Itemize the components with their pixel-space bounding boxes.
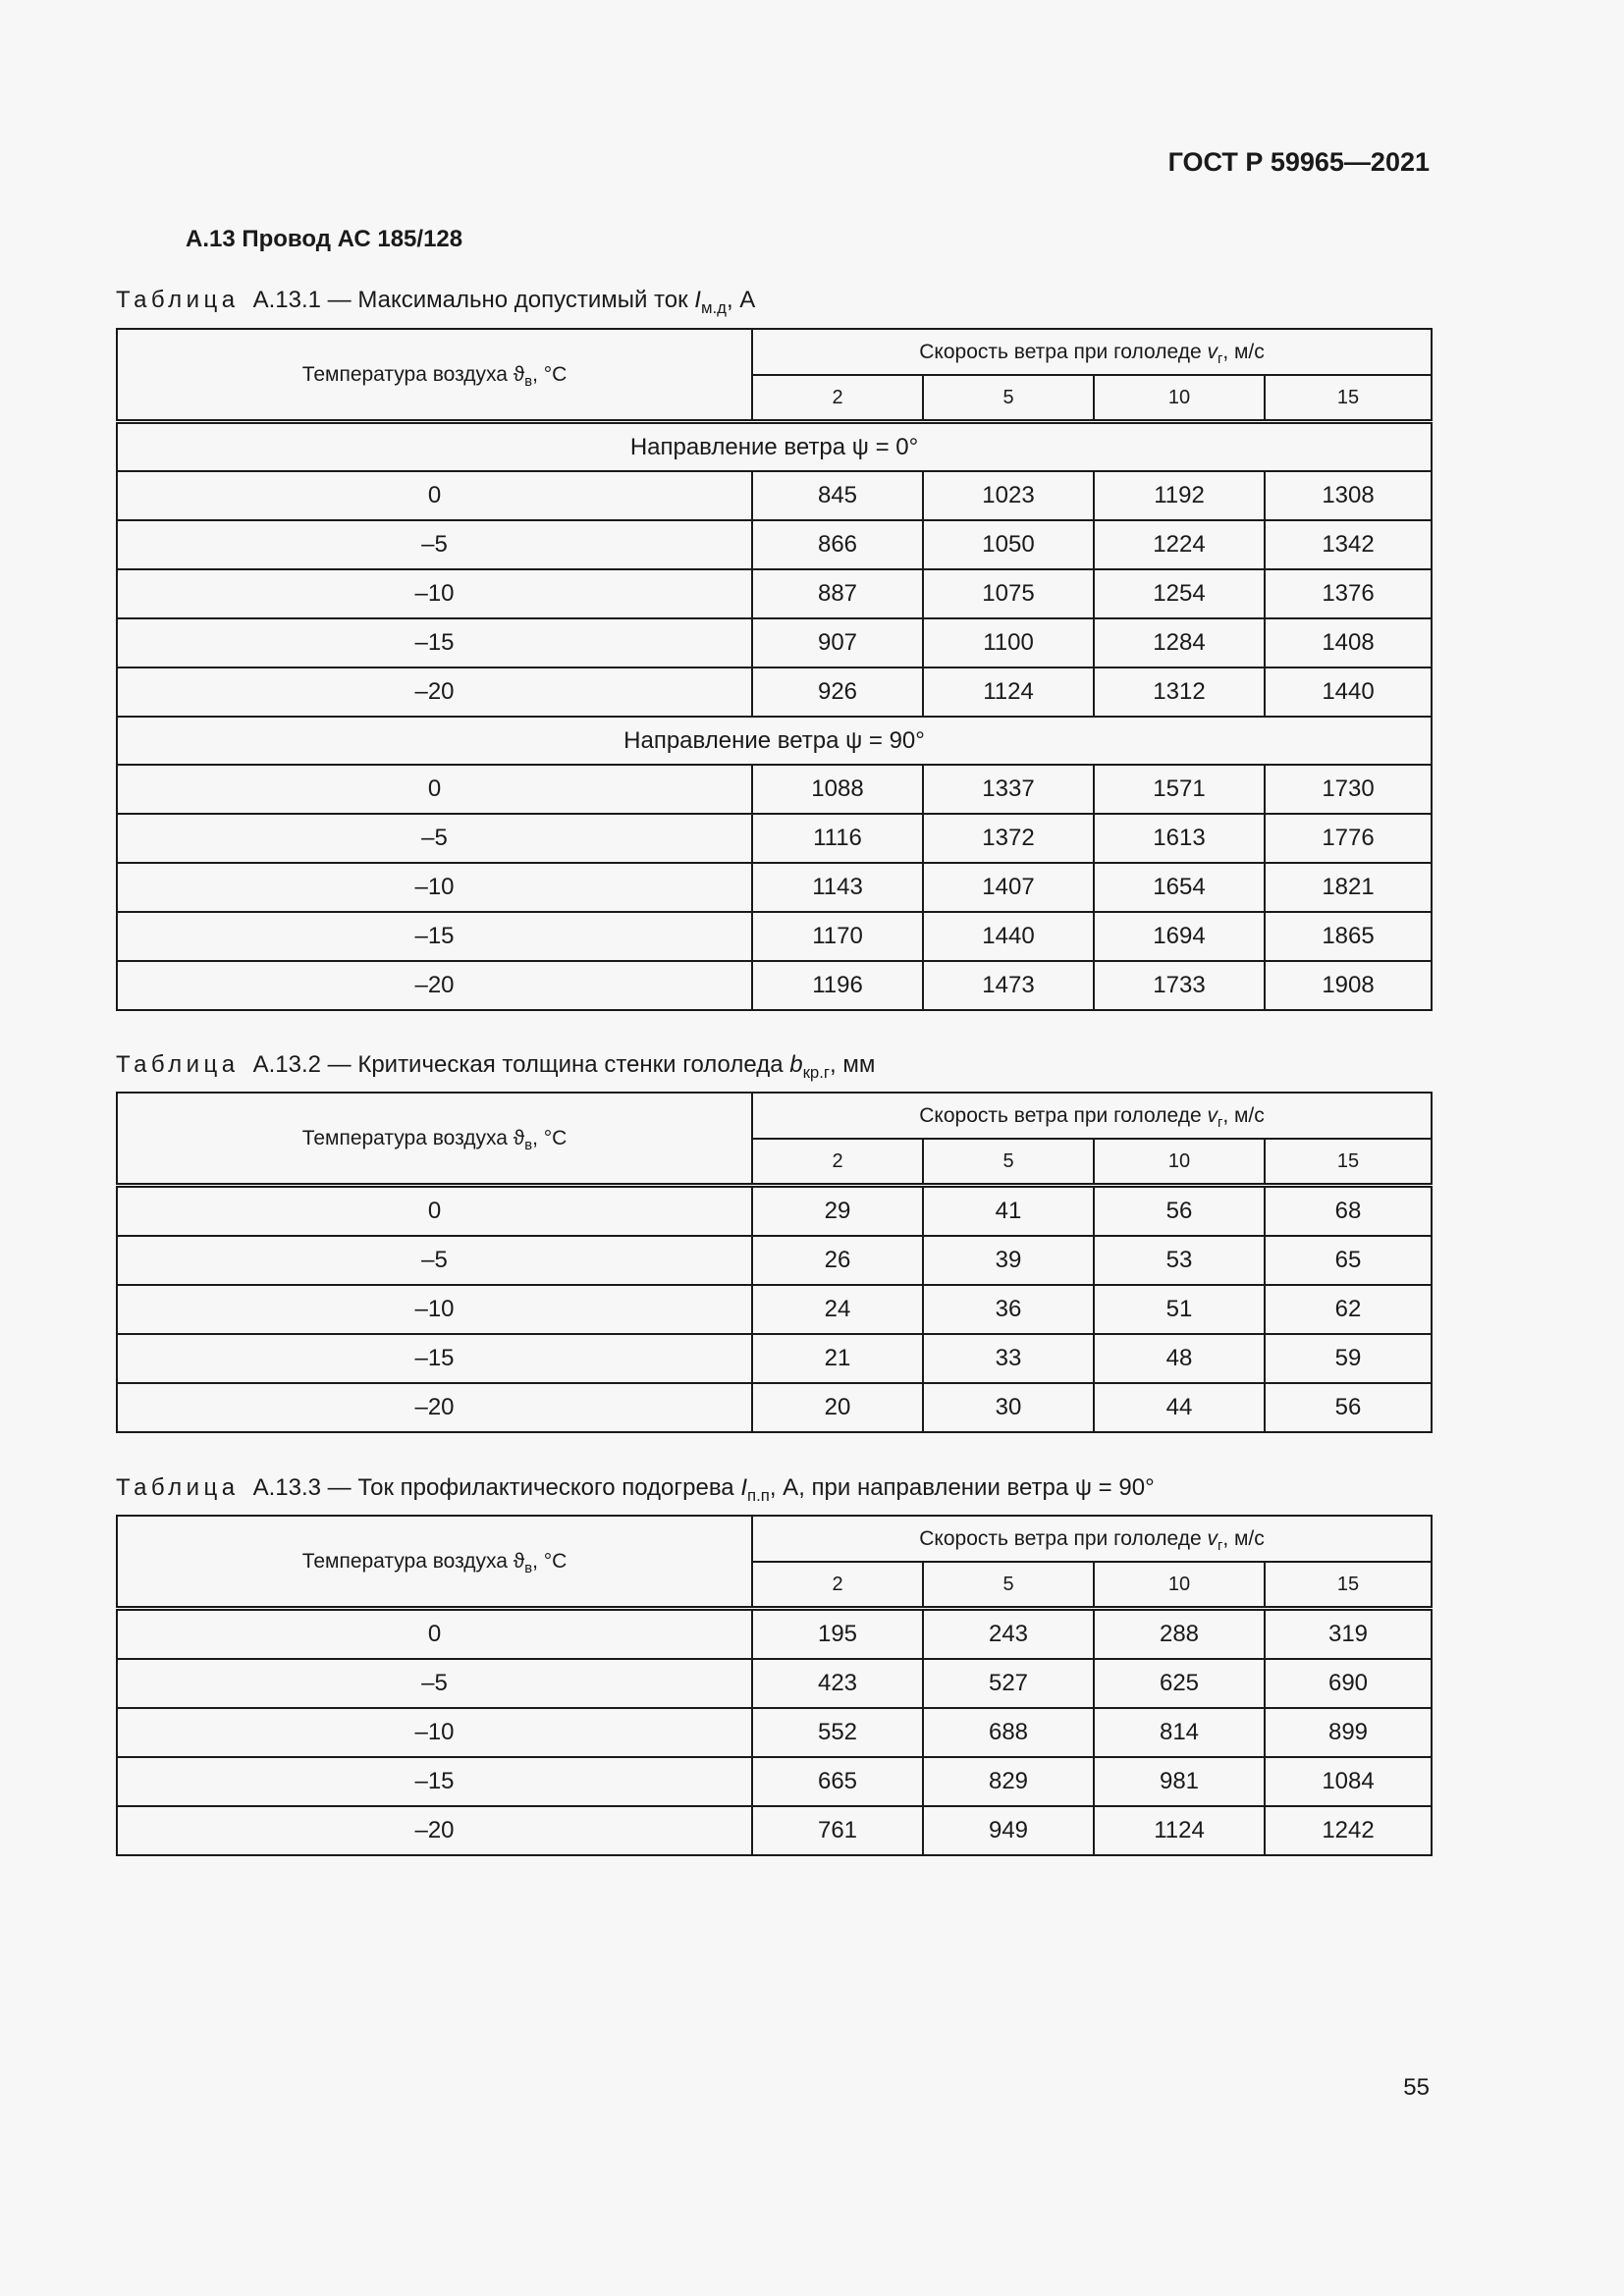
temp-header-subscript: в [524, 1560, 533, 1576]
table-row [117, 618, 1432, 667]
value-cell: 195 [752, 1609, 923, 1660]
temperature-column-header [117, 329, 752, 422]
value-cell: 65 [1265, 1236, 1432, 1285]
temp-header-subscript: в [524, 373, 533, 390]
value-cell: 48 [1094, 1334, 1265, 1383]
speed-header-cell: 10 [1094, 375, 1265, 422]
value-cell: 1908 [1265, 961, 1432, 1010]
temperature-cell: –5 [117, 1659, 752, 1708]
value-cell: 1124 [923, 667, 1094, 717]
temp-header-unit: , °С [532, 1126, 568, 1149]
speed-header-cell: 15 [1265, 375, 1432, 422]
value-cell: 1407 [923, 863, 1094, 912]
caption-subscript: кр.г [802, 1062, 831, 1082]
value-cell: 552 [752, 1708, 923, 1757]
table-row [117, 1334, 1432, 1383]
temperature-cell: –15 [117, 618, 752, 667]
temperature-cell: –15 [117, 1757, 752, 1806]
value-cell: 423 [752, 1659, 923, 1708]
temp-header-text: Температура воздуха ϑ [301, 362, 525, 386]
caption-subscript: м.д [700, 297, 727, 317]
temperature-cell: –10 [117, 1285, 752, 1334]
speed-header-cell: 10 [1094, 1562, 1265, 1609]
table-row [117, 520, 1432, 569]
speed-header-cell: 5 [923, 375, 1094, 422]
speed-header-cell: 5 [923, 1139, 1094, 1186]
value-cell: 690 [1265, 1659, 1432, 1708]
caption-symbol: I [694, 287, 701, 313]
value-cell: 33 [923, 1334, 1094, 1383]
temperature-cell: –20 [117, 1806, 752, 1855]
page-number: 55 [1403, 2074, 1430, 2101]
wind-header-text: Скорость ветра при гололеде [919, 1103, 1208, 1127]
value-cell: 1284 [1094, 618, 1265, 667]
value-cell: 1100 [923, 618, 1094, 667]
value-cell: 24 [752, 1285, 923, 1334]
value-cell: 1571 [1094, 765, 1265, 814]
value-cell: 887 [752, 569, 923, 618]
standard-code: ГОСТ Р 59965—2021 [1167, 147, 1430, 177]
temp-header-text: Температура воздуха ϑ [301, 1549, 525, 1573]
table-row [117, 667, 1432, 717]
temperature-cell: –10 [117, 1708, 752, 1757]
table-row [117, 1806, 1432, 1855]
value-cell: 288 [1094, 1609, 1265, 1660]
table-row [117, 1285, 1432, 1334]
value-cell: 1473 [923, 961, 1094, 1010]
value-cell: 68 [1265, 1186, 1432, 1237]
caption-symbol: I [740, 1474, 747, 1501]
value-cell: 39 [923, 1236, 1094, 1285]
value-cell: 21 [752, 1334, 923, 1383]
wind-header-unit: , м/с [1222, 1103, 1265, 1127]
caption-text: А.13.1 — Максимально допустимый ток [252, 287, 695, 313]
table3 [116, 1515, 1433, 1856]
section-title: А.13 Провод АС 185/128 [186, 226, 463, 252]
value-cell: 688 [923, 1708, 1094, 1757]
value-cell: 1372 [923, 814, 1094, 863]
temperature-cell: –20 [117, 961, 752, 1010]
value-cell: 243 [923, 1609, 1094, 1660]
temperature-cell: –15 [117, 1334, 752, 1383]
table-row [117, 1708, 1432, 1757]
temp-header-subscript: в [524, 1137, 533, 1153]
value-cell: 1408 [1265, 618, 1432, 667]
value-cell: 51 [1094, 1285, 1265, 1334]
wind-header-symbol: v [1207, 340, 1218, 363]
table-row [117, 1757, 1432, 1806]
value-cell: 625 [1094, 1659, 1265, 1708]
value-cell: 62 [1265, 1285, 1432, 1334]
temperature-cell: –5 [117, 1236, 752, 1285]
value-cell: 56 [1094, 1186, 1265, 1237]
value-cell: 1730 [1265, 765, 1432, 814]
table-row [117, 471, 1432, 520]
table2-caption [116, 1051, 876, 1082]
value-cell: 1308 [1265, 471, 1432, 520]
value-cell: 30 [923, 1383, 1094, 1432]
value-cell: 527 [923, 1659, 1094, 1708]
wind-direction-label: Направление ветра ψ = 90° [117, 717, 1432, 765]
caption-word: Таблица [116, 287, 240, 313]
header-row [117, 329, 1432, 375]
table-row [117, 569, 1432, 618]
value-cell: 1337 [923, 765, 1094, 814]
value-cell: 1242 [1265, 1806, 1432, 1855]
value-cell: 1694 [1094, 912, 1265, 961]
caption-text: А.13.2 — Критическая толщина стенки гололеда [252, 1051, 790, 1078]
value-cell: 1050 [923, 520, 1094, 569]
speed-header-cell: 15 [1265, 1139, 1432, 1186]
caption-symbol: b [789, 1051, 803, 1078]
value-cell: 829 [923, 1757, 1094, 1806]
value-cell: 1440 [923, 912, 1094, 961]
temperature-cell: –15 [117, 912, 752, 961]
value-cell: 1776 [1265, 814, 1432, 863]
value-cell: 1143 [752, 863, 923, 912]
value-cell: 36 [923, 1285, 1094, 1334]
value-cell: 20 [752, 1383, 923, 1432]
value-cell: 1865 [1265, 912, 1432, 961]
temp-header-text: Температура воздуха ϑ [301, 1126, 525, 1149]
value-cell: 866 [752, 520, 923, 569]
value-cell: 1312 [1094, 667, 1265, 717]
temperature-cell: 0 [117, 1609, 752, 1660]
wind-direction-row [117, 422, 1432, 472]
table-row [117, 1609, 1432, 1660]
value-cell: 1116 [752, 814, 923, 863]
value-cell: 761 [752, 1806, 923, 1855]
value-cell: 1342 [1265, 520, 1432, 569]
temp-header-unit: , °С [532, 1549, 568, 1573]
wind-header-text: Скорость ветра при гололеде [919, 340, 1208, 363]
wind-header-subscript: г [1217, 350, 1223, 367]
caption-suffix: , А [726, 287, 756, 313]
wind-direction-label: Направление ветра ψ = 0° [117, 422, 1432, 472]
speed-header-cell: 2 [752, 1139, 923, 1186]
value-cell: 56 [1265, 1383, 1432, 1432]
table-row [117, 1383, 1432, 1432]
value-cell: 845 [752, 471, 923, 520]
temperature-cell: –20 [117, 667, 752, 717]
wind-header-unit: , м/с [1222, 340, 1265, 363]
caption-word: Таблица [116, 1051, 240, 1078]
caption-text: А.13.3 — Ток профилактического подогрева [252, 1474, 741, 1501]
value-cell: 1440 [1265, 667, 1432, 717]
speed-header-cell: 2 [752, 1562, 923, 1609]
wind-header-symbol: v [1207, 1103, 1218, 1127]
table-row [117, 814, 1432, 863]
caption-word: Таблица [116, 1474, 240, 1501]
temperature-column-header [117, 1516, 752, 1609]
temperature-column-header [117, 1093, 752, 1186]
value-cell: 1084 [1265, 1757, 1432, 1806]
temperature-cell: –5 [117, 814, 752, 863]
caption-suffix: , А, при направлении ветра ψ = 90° [769, 1474, 1155, 1501]
value-cell: 814 [1094, 1708, 1265, 1757]
value-cell: 1733 [1094, 961, 1265, 1010]
temp-header-unit: , °С [532, 362, 568, 386]
table-row [117, 1186, 1432, 1237]
table-row [117, 1659, 1432, 1708]
temperature-cell: 0 [117, 1186, 752, 1237]
value-cell: 1023 [923, 471, 1094, 520]
value-cell: 1192 [1094, 471, 1265, 520]
table1 [116, 328, 1433, 1011]
value-cell: 1821 [1265, 863, 1432, 912]
value-cell: 926 [752, 667, 923, 717]
value-cell: 29 [752, 1186, 923, 1237]
value-cell: 1654 [1094, 863, 1265, 912]
speed-header-cell: 5 [923, 1562, 1094, 1609]
wind-header-subscript: г [1217, 1114, 1223, 1131]
value-cell: 53 [1094, 1236, 1265, 1285]
value-cell: 899 [1265, 1708, 1432, 1757]
wind-speed-column-header [752, 1516, 1432, 1562]
header-row [117, 1516, 1432, 1562]
table1-caption [116, 287, 756, 317]
value-cell: 59 [1265, 1334, 1432, 1383]
value-cell: 1613 [1094, 814, 1265, 863]
value-cell: 1075 [923, 569, 1094, 618]
value-cell: 41 [923, 1186, 1094, 1237]
temperature-cell: –5 [117, 520, 752, 569]
table3-caption [116, 1474, 1155, 1505]
wind-speed-column-header [752, 1093, 1432, 1139]
table-row [117, 863, 1432, 912]
value-cell: 981 [1094, 1757, 1265, 1806]
temperature-cell: –10 [117, 569, 752, 618]
value-cell: 907 [752, 618, 923, 667]
wind-header-text: Скорость ветра при гололеде [919, 1526, 1208, 1550]
table-row [117, 961, 1432, 1010]
table-row [117, 1236, 1432, 1285]
caption-subscript: п.п [747, 1485, 770, 1505]
header-row [117, 1093, 1432, 1139]
table2 [116, 1092, 1433, 1433]
value-cell: 949 [923, 1806, 1094, 1855]
table-row [117, 765, 1432, 814]
value-cell: 1376 [1265, 569, 1432, 618]
value-cell: 1196 [752, 961, 923, 1010]
temperature-cell: –20 [117, 1383, 752, 1432]
value-cell: 1124 [1094, 1806, 1265, 1855]
wind-speed-column-header [752, 329, 1432, 375]
speed-header-cell: 2 [752, 375, 923, 422]
value-cell: 44 [1094, 1383, 1265, 1432]
caption-suffix: , мм [830, 1051, 876, 1078]
speed-header-cell: 10 [1094, 1139, 1265, 1186]
table-row [117, 912, 1432, 961]
wind-header-subscript: г [1217, 1537, 1223, 1554]
speed-header-cell: 15 [1265, 1562, 1432, 1609]
value-cell: 1224 [1094, 520, 1265, 569]
wind-header-unit: , м/с [1222, 1526, 1265, 1550]
temperature-cell: 0 [117, 471, 752, 520]
wind-direction-row [117, 717, 1432, 765]
value-cell: 1170 [752, 912, 923, 961]
temperature-cell: 0 [117, 765, 752, 814]
wind-header-symbol: v [1207, 1526, 1218, 1550]
value-cell: 1254 [1094, 569, 1265, 618]
value-cell: 665 [752, 1757, 923, 1806]
value-cell: 319 [1265, 1609, 1432, 1660]
value-cell: 26 [752, 1236, 923, 1285]
value-cell: 1088 [752, 765, 923, 814]
temperature-cell: –10 [117, 863, 752, 912]
